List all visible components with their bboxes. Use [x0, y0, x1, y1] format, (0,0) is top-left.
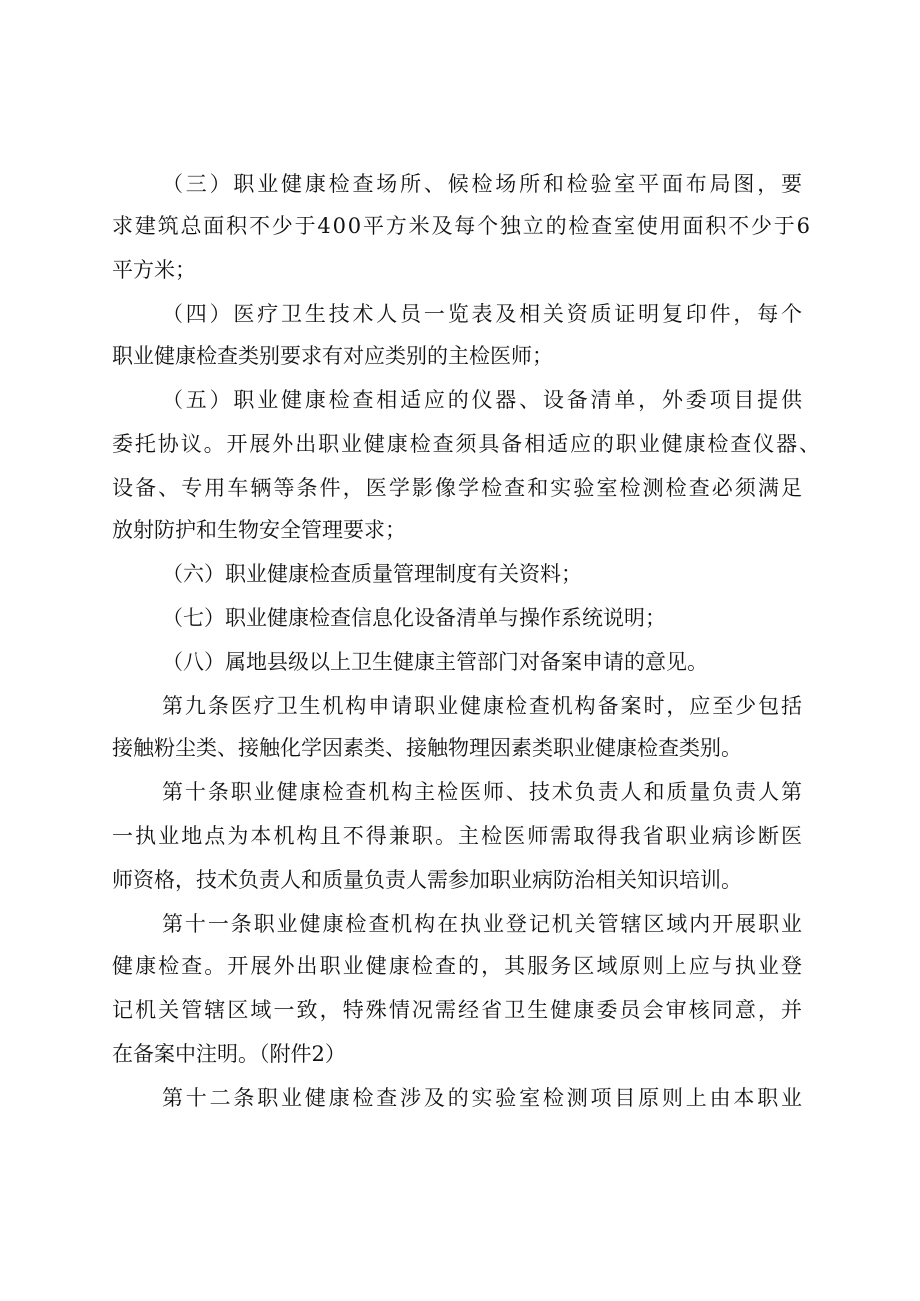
item-5-line-3: 设备、专用车辆等条件，医学影像学检查和实验室检测检查必须满足 [112, 476, 805, 500]
article-10-line-3: 师资格，技术负责人和质量负责人需参加职业病防治相关知识培训。 [112, 868, 742, 892]
item-8-line-1: （八）属地县级以上卫生健康主管部门对备案申请的意见。 [162, 650, 708, 674]
article-11-line-3: 记机关管辖区域一致，特殊情况需经省卫生健康委员会审核同意，并 [112, 998, 805, 1022]
article-10-line-1: 第十条职业健康检查机构主检医师、技术负责人和质量负责人第 [162, 780, 804, 804]
item-7-line-1: （七）职业健康检查信息化设备清单与操作系统说明； [162, 606, 666, 630]
article-9-line-2: 接触粉尘类、接触化学因素类、接触物理因素类职业健康检查类别。 [112, 736, 742, 760]
item-5-line-1: （五）职业健康检查相适应的仪器、设备清单，外委项目提供 [162, 388, 805, 412]
item-3-line-2: 求建筑总面积不少于400平方米及每个独立的检查室使用面积不少于6 [112, 214, 812, 238]
item-5-line-2: 委托协议。开展外出职业健康检查须具备相适应的职业健康检查仪器、 [112, 432, 822, 456]
item-5-line-4: 放射防护和生物安全管理要求； [112, 518, 406, 542]
item-3-line-3: 平方米； [112, 258, 196, 282]
item-6-line-1: （六）职业健康检查质量管理制度有关资料； [162, 562, 582, 586]
item-4-line-1: （四）医疗卫生技术人员一览表及相关资质证明复印件，每个 [162, 302, 805, 326]
item-3-line-1: （三）职业健康检查场所、候检场所和检验室平面布局图，要 [162, 172, 805, 196]
article-11-line-2: 健康检查。开展外出职业健康检查的，其服务区域原则上应与执业登 [112, 954, 805, 978]
item-4-line-2: 职业健康检查类别要求有对应类别的主检医师； [112, 344, 553, 368]
article-11-line-4: 在备案中注明。（附件2） [112, 1042, 346, 1066]
article-12-line-1: 第十二条职业健康检查涉及的实验室检测项目原则上由本职业 [162, 1086, 805, 1110]
article-9-line-1: 第九条医疗卫生机构申请职业健康检查机构备案时，应至少包括 [162, 694, 804, 718]
article-10-line-2: 一执业地点为本机构且不得兼职。主检医师需取得我省职业病诊断医 [112, 824, 805, 848]
article-11-line-1: 第十一条职业健康检查机构在执业登记机关管辖区域内开展职业 [162, 912, 804, 936]
